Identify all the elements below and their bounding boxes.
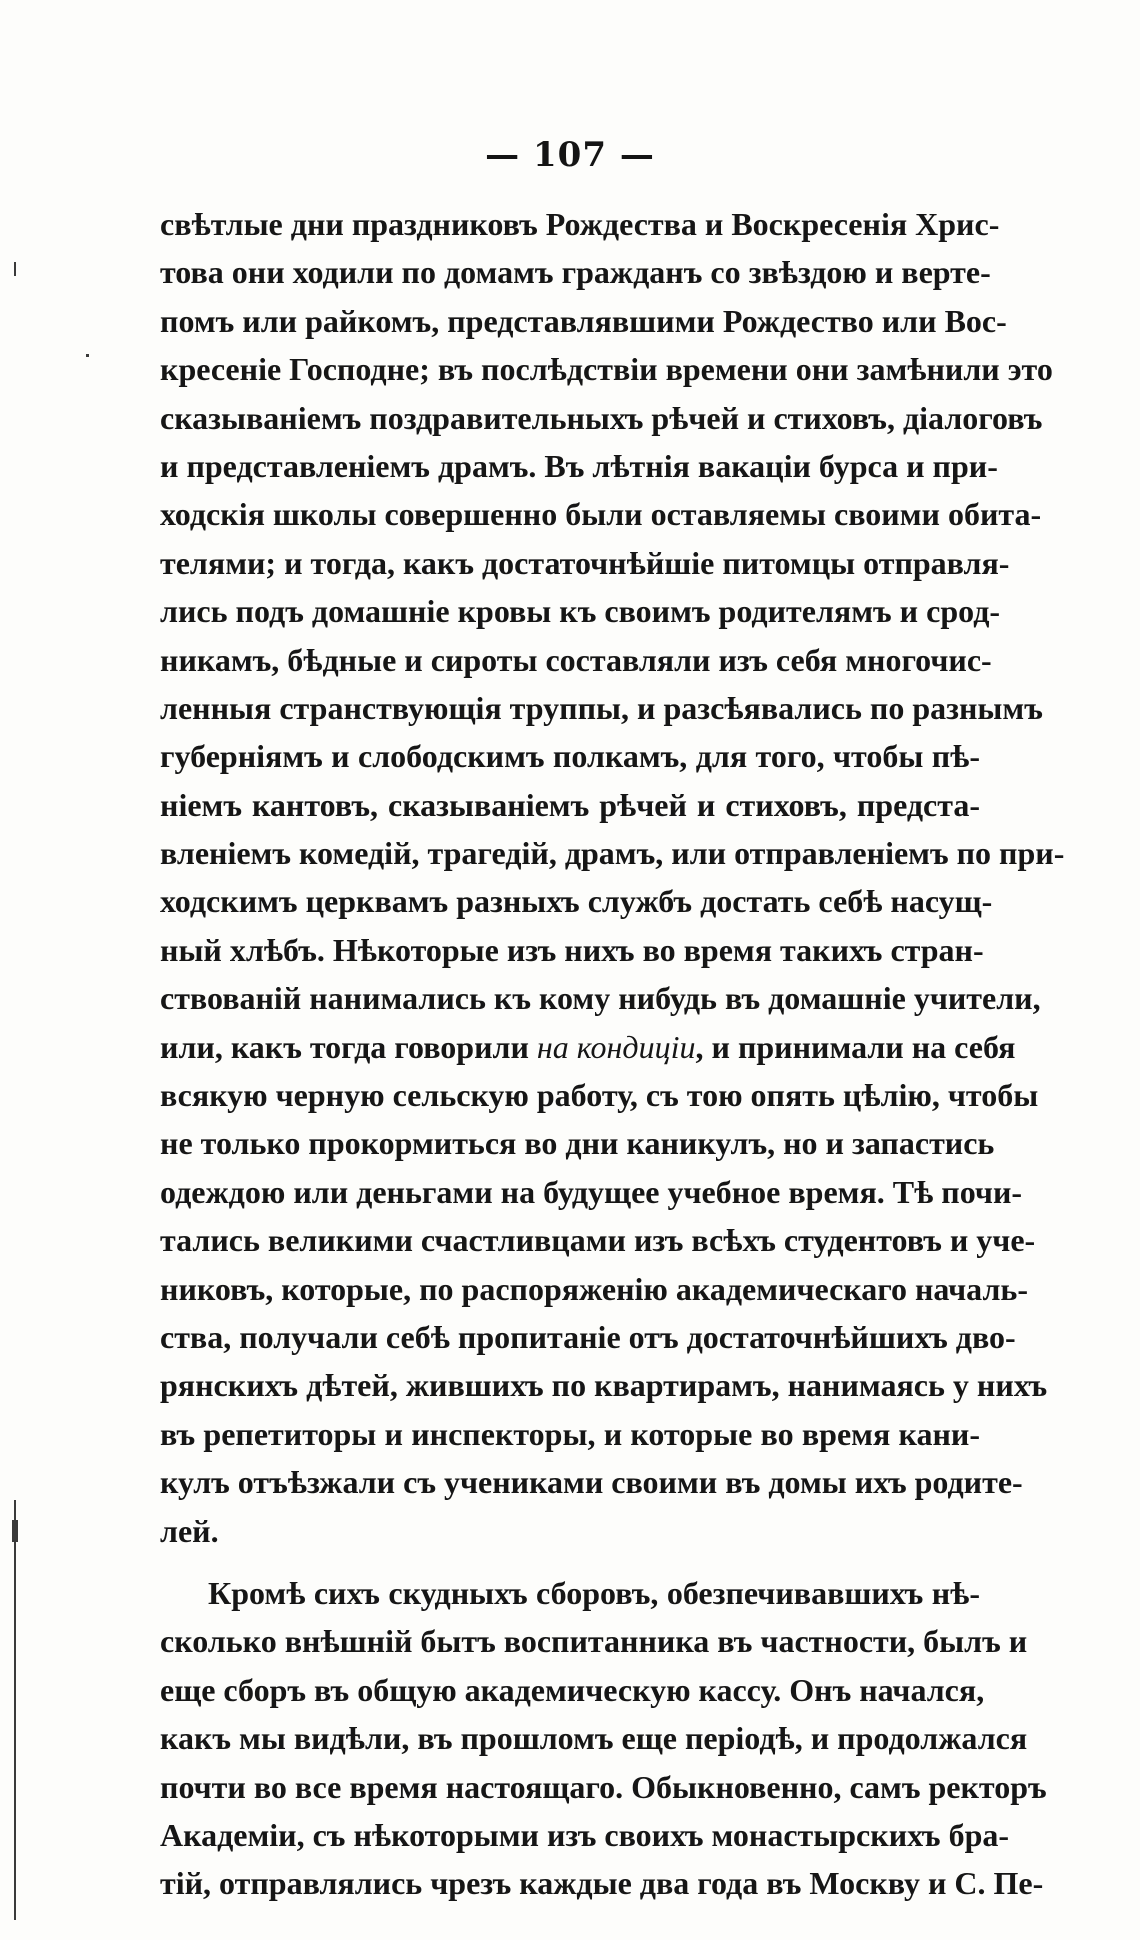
text-line: ленныя странствующія труппы, и разсѣявались по разнымъ (160, 689, 1043, 726)
text-line: ходскія школы совершенно были оставляемы своими обита- (160, 496, 1042, 533)
text-line: ствованій нанимались къ кому нибудь въ домашніе учители, (160, 980, 1041, 1017)
italic-phrase: на кондиціи (536, 1028, 696, 1065)
text-line: еще сборъ въ общую академическую кассу. Онъ начался, (160, 1671, 985, 1708)
paragraph (160, 200, 1065, 1555)
text-line: почти во все время настоящаго. Обыкновенно, самъ ректоръ (160, 1768, 1047, 1805)
text-line: сказываніемъ поздравительныхъ рѣчей и стиховъ, діалоговъ (160, 399, 1043, 436)
text-line: телями; и тогда, какъ достаточнѣйшіе питомцы отправля- (160, 544, 1010, 581)
text-line: кулъ отъѣзжали съ учениками своими въ домы ихъ родите- (160, 1464, 1023, 1501)
text-line: Кромѣ сихъ скудныхъ сборовъ, обезпечивавшихъ нѣ- (208, 1574, 980, 1611)
text-line: ходскимъ церквамъ разныхъ службъ достать себѣ насущ- (160, 883, 993, 920)
text-line: всякую черную сельскую работу, съ тою опять цѣлію, чтобы (160, 1077, 1039, 1114)
paragraph (160, 1569, 1047, 1908)
text-line: помъ или райкомъ, представлявшими Рождество или Вос- (160, 302, 1007, 339)
text-line: лей. (160, 1512, 219, 1549)
text-line: кресеніе Господне; въ послѣдствіи времени они замѣнили это (160, 351, 1053, 388)
text-line: тій, отправлялись чрезъ каждые два года въ Москву и С. Пе- (160, 1865, 1044, 1902)
text-line: това они ходили по домамъ гражданъ со звѣздою и верте- (160, 254, 991, 291)
text-line: и представленіемъ драмъ. Въ лѣтнія вакаціи бурса и при- (160, 447, 998, 484)
text-line: Академіи, съ нѣкоторыми изъ своихъ монастырскихъ бра- (160, 1816, 1010, 1853)
text-line: рянскихъ дѣтей, жившихъ по квартирамъ, нанимаясь у нихъ (160, 1367, 1048, 1404)
scan-margin-line (14, 1500, 16, 1920)
body-text (160, 200, 1065, 1908)
text-line: ніемъ кантовъ, сказываніемъ рѣчей и стиховъ, предста- (160, 786, 980, 823)
text-line: въ репетиторы и инспекторы, и которые во время кани- (160, 1415, 980, 1452)
text-line: сколько внѣшній бытъ воспитанника въ частности, былъ и (160, 1623, 1028, 1660)
text-line: никовъ, которые, по распоряженію академическаго началь- (160, 1270, 1028, 1307)
text-line: никамъ, бѣдные и сироты составляли изъ себя многочис- (160, 641, 992, 678)
scan-margin-dot (86, 354, 89, 357)
text-line: тались великими счастливцами изъ всѣхъ студентовъ и уче- (160, 1222, 1036, 1259)
text-line: губерніямъ и слободскимъ полкамъ, для того, чтобы пѣ- (160, 738, 980, 775)
text-line: одеждою или деньгами на будущее учебное время. Тѣ почи- (160, 1173, 1023, 1210)
text-line: свѣтлые дни праздниковъ Рождества и Воскресенія Хрис- (160, 206, 1000, 242)
scan-margin-dot (14, 262, 16, 276)
text-line-with-italic (160, 1023, 1016, 1071)
text-segment: или, какъ тогда говорили (160, 1028, 537, 1065)
scan-margin-mark (12, 1520, 18, 1542)
page-number: — 107 — (485, 135, 655, 175)
text-line: вленіемъ комедій, трагедій, драмъ, или отправленіемъ по при- (160, 835, 1065, 872)
text-line: ства, получали себѣ пропитаніе отъ достаточнѣйшихъ дво- (160, 1318, 1016, 1355)
text-line: какъ мы видѣли, въ прошломъ еще періодѣ, и продолжался (160, 1720, 1028, 1757)
text-segment: , и принимали на себя (695, 1028, 1016, 1065)
text-line: лись подъ домашніе кровы къ своимъ родителямъ и срод- (160, 593, 1001, 630)
text-line: ный хлѣбъ. Нѣкоторые изъ нихъ во время такихъ стран- (160, 931, 984, 968)
text-line: не только прокормиться во дни каникулъ, но и запастись (160, 1125, 995, 1162)
